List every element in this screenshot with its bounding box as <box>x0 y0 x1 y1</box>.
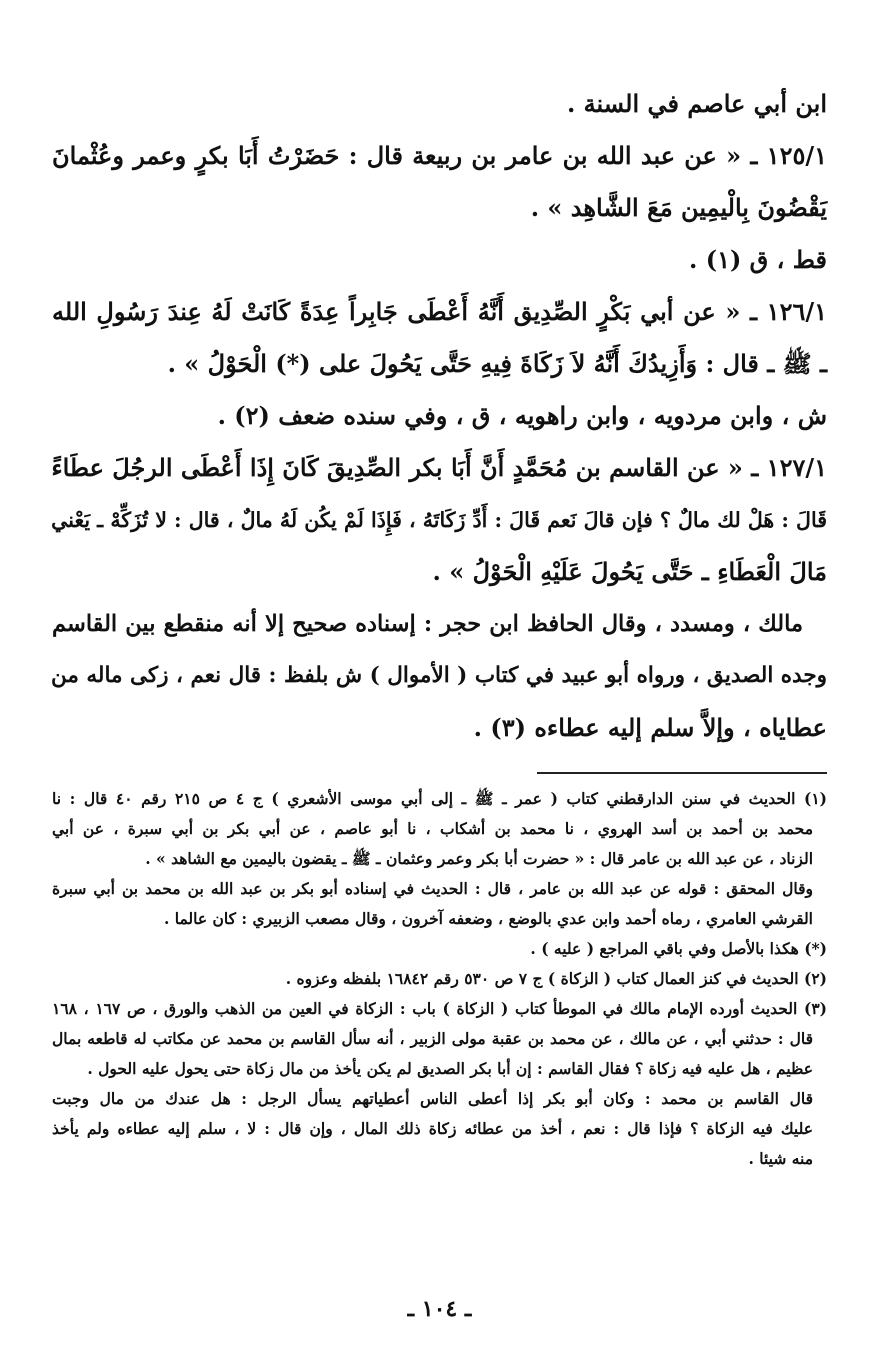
footnote-divider <box>537 772 827 774</box>
footnote-3-line: (٣) الحديث أورده الإمام مالك في الموطأ كتاب ( الزكاة ) باب : الزكاة في العين من الذهب والورق ، ص ١٦٧ ، ١٦٨ <box>52 999 827 1018</box>
hadith-125-line: ١٢٥/١ ـ « عن عبد الله بن عامر بن ربيعة قال : حَضَرْتُ أَبَا بكرٍ وعمر وعُثْمانَ <box>52 141 827 170</box>
footnote-line: منه شيئا . <box>748 1149 813 1168</box>
main-line: ابن أبي عاصم في السنة . <box>566 89 827 118</box>
footnote-line: وقال المحقق : قوله عن عبد الله بن عامر ، قال : الحديث في إسناده أبو بكر بن عبد الله بن محمد بن أبي سبرة <box>52 879 813 898</box>
main-line: مَالَ الْعَطَاءِ ـ حَتَّى يَحُولَ عَلَيْهِ الْحَوْلُ » . <box>432 557 827 586</box>
footnote-line: قال : حدثني أبي ، عن مالك ، عن محمد بن عقبة مولى الزبير ، أنه سأل القاسم بن محمد عن مكاتب له قاطعه بمال <box>52 1029 813 1048</box>
commentary-line: مالك ، ومسدد ، وقال الحافظ ابن حجر : إسناده صحيح إلا أنه منقطع بين القاسم <box>52 611 803 637</box>
source-line: قط ، ق (١) . <box>688 245 827 274</box>
main-line: قَالَ : هَلْ لك مالٌ ؟ فإن قالَ نَعم قَالَ : أَدِّ زَكَاتَهُ ، فَإِذَا لَمْ يكُن لَهُ مالٌ ، قال : لا تُزَكِّهْ ـ يَعْني <box>51 508 827 532</box>
footnote-line: قال القاسم بن محمد : وكان أبو بكر إذا أعطى الناس أعطياتهم يسأل الرجل : هل عندك من مال وجبت <box>52 1089 813 1108</box>
footnote-line: عليك فيه الزكاة ؟ فإذا قال : نعم ، أخذ من عطائه زكاة ذلك المال ، وإن قال : لا ، سلم إليه عطاءه ولم يأخذ <box>52 1119 813 1138</box>
footnote-line: القرشي العامري ، رماه أحمد وابن عدي بالوضع ، وضعفه آخرون ، وقال مصعب الزبيري : كان عالما . <box>163 909 813 928</box>
hadith-126-line: ١٢٦/١ ـ « عن أبي بَكْرٍ الصِّدِيق أَنَّهُ أَعْطَى جَابِراً عِدَةً كَانَتْ لَهُ عِندَ رَسُولِ الله <box>52 297 827 326</box>
commentary-line: وجده الصديق ، ورواه أبو عبيد في كتاب ( الأموال ) ش بلفظ : قال نعم ، زكى ماله من <box>51 663 827 688</box>
footnote-asterisk: (*) هكذا بالأصل وفي باقي المراجع ( عليه ) . <box>530 939 827 958</box>
hadith-127-line: ١٢٧/١ ـ « عن القاسم بن مُحَمَّدٍ أَنَّ أَبَا بكر الصِّدِيقَ كَانَ إِذَا أَعْطَى الرجُلَ عطَاءً <box>51 453 827 482</box>
footnote-line: عظيم ، هل عليه فيه زكاة ؟ فقال القاسم : إن أبا بكر الصديق لم يكن يأخذ من مال زكاة حتى يحول عليه الحول . <box>87 1059 813 1078</box>
source-line: ش ، وابن مردويه ، وابن راهويه ، ق ، وفي سنده ضعف (٢) . <box>217 401 827 430</box>
main-text <box>52 78 827 754</box>
main-line: يَقْضُونَ بِالْيمِين مَعَ الشَّاهِد » . <box>530 193 827 222</box>
footnote-line: الزناد ، عن عبد الله بن عامر قال : « حضرت أبا بكر وعمر وعثمان ـ ﷺ ـ يقضون باليمين مع الشاهد » . <box>145 849 813 868</box>
footnotes <box>52 784 827 1174</box>
main-line: ـ ﷺ ـ قال : وَأَزِيدُكَ أَنَّهُ لاَ زَكَاةَ فِيهِ حَتَّى يَحُولَ على (*) الْحَوْلُ » . <box>167 349 827 378</box>
commentary-line: عطاياه ، وإلاَّ سلم إليه عطاءه (٣) . <box>473 713 827 742</box>
footnote-line: محمد بن أحمد بن أسد الهروي ، نا محمد بن أشكاب ، نا أبو عاصم ، عن أبي بكر بن أبي سبرة ، عن أبي <box>52 819 813 838</box>
footnote-2: (٢) الحديث في كنز العمال كتاب ( الزكاة ) ج ٧ ص ٥٣٠ رقم ١٦٨٤٢ بلفظه وعزوه . <box>285 969 827 988</box>
page-number: ـ ١٠٤ ـ <box>407 1296 472 1322</box>
footnote-1-line: (١) الحديث في سنن الدارقطني كتاب ( عمر ـ ﷺ ـ إلى أبي موسى الأشعري ) ج ٤ ص ٢١٥ رقم ٤٠ قال : نا <box>52 789 827 808</box>
